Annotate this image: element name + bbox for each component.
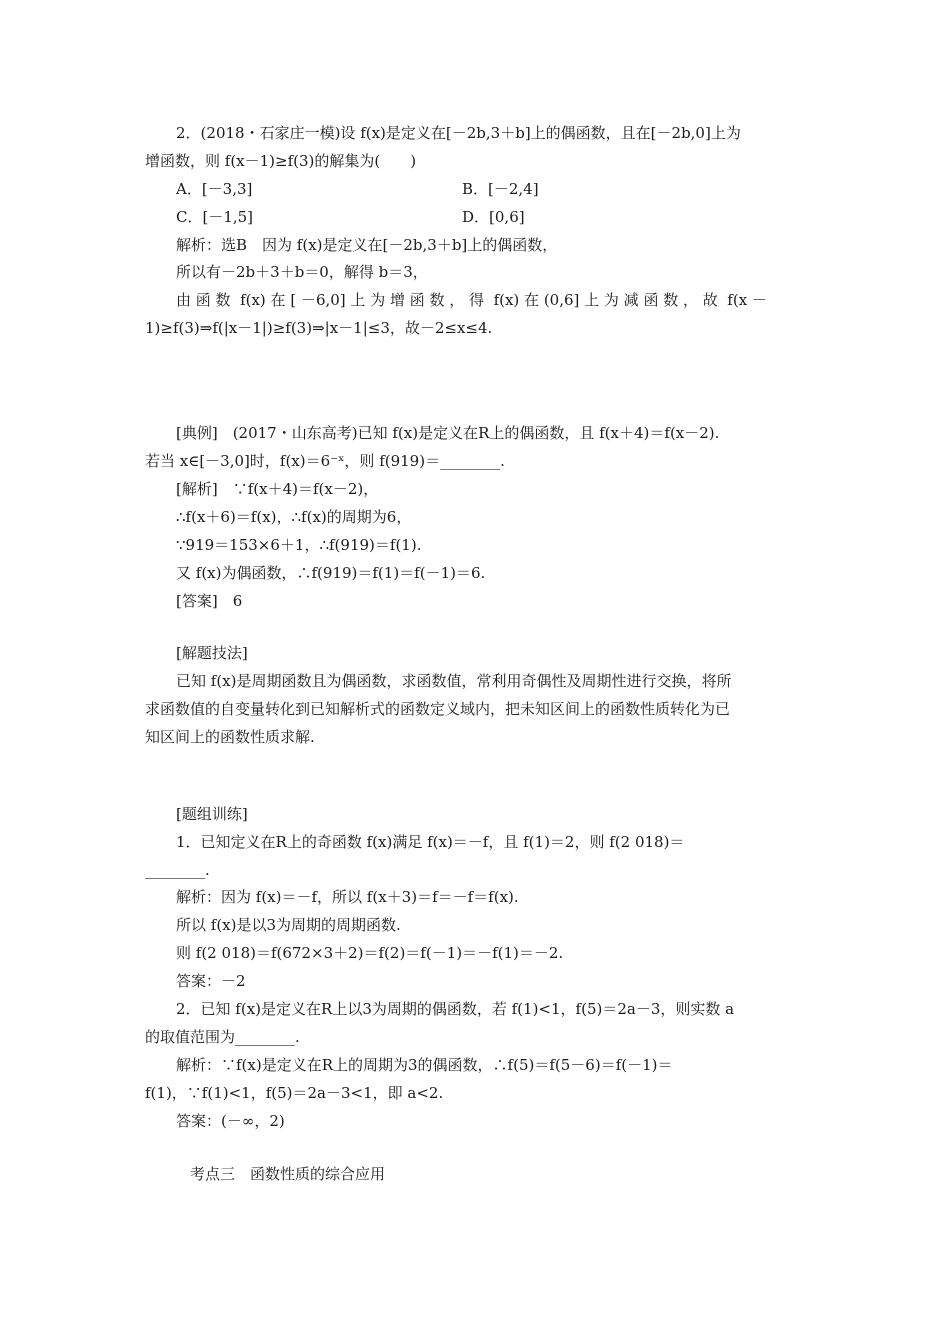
problem-2-line-1: 2．(2018・石家庄一模)设 f(x)是定义在[－2b,3＋b]上的偶函数，且在[－2b,0]上为 bbox=[176, 124, 741, 142]
training-p1-line-1: 1．已知定义在R上的奇函数 f(x)满足 f(x)＝－f，且 f(1)＝2，则 f(2 018)＝ bbox=[176, 833, 685, 851]
example-line-3: [解析] ∵f(x＋4)＝f(x－2)， bbox=[176, 480, 379, 498]
example-line-5: ∵919＝153×6＋1，∴f(919)＝f(1). bbox=[176, 536, 422, 554]
technique-line-3: 知区间上的函数性质求解. bbox=[145, 728, 315, 746]
option-d: D．[0,6] bbox=[462, 208, 525, 226]
section-heading: 考点三 函数性质的综合应用 bbox=[190, 1165, 386, 1183]
solution-line-3: 由 函 数 f(x) 在 [ －6,0] 上 为 增 函 数 ， 得 f(x) 在 (0,6] 上 为 减 函 数 ， 故 f(x － bbox=[176, 291, 767, 309]
training-p2-solution-1: 解析：∵f(x)是定义在R上的周期为3的偶函数，∴f(5)＝f(5－6)＝f(－1)＝ bbox=[176, 1056, 673, 1074]
solution-line-1: 解析：选B 因为 f(x)是定义在[－2b,3＋b]上的偶函数， bbox=[176, 236, 558, 254]
solution-line-4: 1)≥f(3)⇒f(|x－1|)≥f(3)⇒|x－1|≤3，故－2≤x≤4. bbox=[145, 319, 493, 337]
training-p1-answer: 答案：－2 bbox=[176, 972, 246, 990]
example-line-2: 若当 x∈[－3,0]时，f(x)＝6⁻ˣ，则 f(919)＝________. bbox=[145, 452, 505, 470]
technique-title: [解题技法] bbox=[176, 644, 248, 662]
training-p1-line-2: ________. bbox=[145, 861, 210, 879]
training-p2-answer: 答案：(－∞，2) bbox=[176, 1112, 285, 1130]
example-answer: [答案] 6 bbox=[176, 592, 243, 610]
technique-line-2: 求函数值的自变量转化到已知解析式的函数定义域内，把未知区间上的函数性质转化为已 bbox=[145, 700, 731, 718]
training-p2-solution-2: f(1)，∵f(1)<1，f(5)＝2a－3<1，即 a<2. bbox=[145, 1084, 444, 1102]
option-c: C．[－1,5] bbox=[176, 208, 254, 226]
option-b: B．[－2,4] bbox=[462, 180, 539, 198]
training-p2-line-2: 的取值范围为________. bbox=[145, 1028, 300, 1046]
problem-2-line-2: 增函数，则 f(x－1)≥f(3)的解集为( ) bbox=[145, 152, 417, 170]
example-line-6: 又 f(x)为偶函数，∴f(919)＝f(1)＝f(－1)＝6. bbox=[176, 564, 486, 582]
training-p1-solution-3: 则 f(2 018)＝f(672×3＋2)＝f(2)＝f(－1)＝－f(1)＝－2. bbox=[176, 944, 564, 962]
training-p2-line-1: 2．已知 f(x)是定义在R上以3为周期的偶函数，若 f(1)<1，f(5)＝2a－3，则实数 a bbox=[176, 1000, 735, 1018]
technique-line-1: 已知 f(x)是周期函数且为偶函数，求函数值，常利用奇偶性及周期性进行交换，将所 bbox=[176, 672, 732, 690]
training-p1-solution-2: 所以 f(x)是以3为周期的周期函数. bbox=[176, 916, 401, 934]
example-line-4: ∴f(x＋6)＝f(x)，∴f(x)的周期为6， bbox=[176, 508, 412, 526]
solution-line-2: 所以有－2b＋3＋b＝0，解得 b＝3， bbox=[176, 263, 428, 281]
example-line-1: [典例] (2017・山东高考)已知 f(x)是定义在R上的偶函数，且 f(x＋4)＝f(x－2). bbox=[176, 424, 720, 442]
training-title: [题组训练] bbox=[176, 805, 248, 823]
training-p1-solution-1: 解析：因为 f(x)＝－f，所以 f(x＋3)＝f＝－f＝f(x). bbox=[176, 888, 519, 906]
option-a: A．[－3,3] bbox=[176, 180, 253, 198]
